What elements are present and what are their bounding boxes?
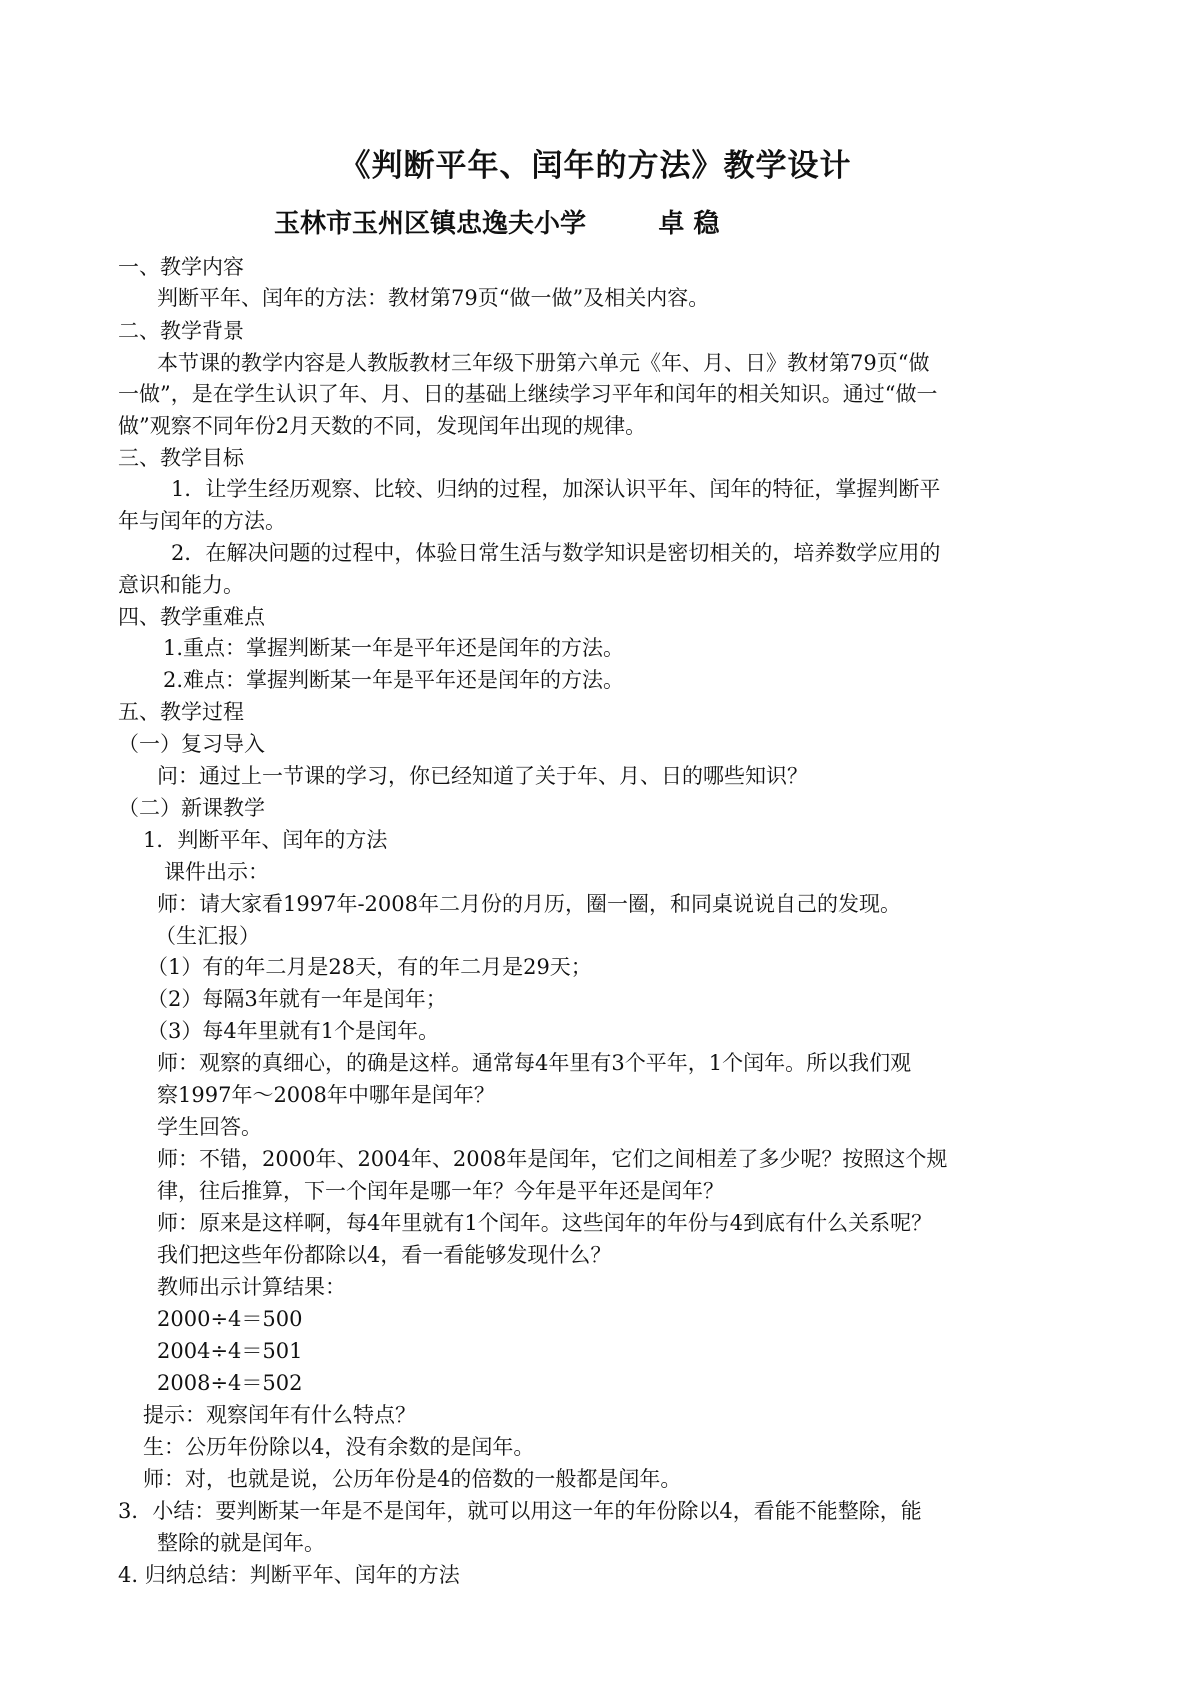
paragraph-line: 学生回答。 <box>157 1115 262 1139</box>
paragraph-line: 察1997年～2008年中哪年是闰年？ <box>157 1083 495 1107</box>
paragraph-line: 4. 归纳总结：判断平年、闰年的方法 <box>118 1563 460 1587</box>
paragraph-line: 2.难点：掌握判断某一年是平年还是闰年的方法。 <box>163 668 625 692</box>
paragraph-line: 我们把这些年份都除以4，看一看能够发现什么？ <box>157 1243 612 1267</box>
paragraph-line: 一做”，是在学生认识了年、月、日的基础上继续学习平年和闰年的相关知识。通过“做一 <box>118 382 938 406</box>
section-heading: 三、教学目标 <box>118 446 244 470</box>
paragraph-line: 课件出示： <box>164 860 269 884</box>
author-line: 玉林市玉州区镇忠逸夫小学 卓 稳 <box>274 209 720 239</box>
section-heading: 四、教学重难点 <box>118 605 265 629</box>
paragraph-line: 本节课的教学内容是人教版教材三年级下册第六单元《年、月、日》教材第79页“做 <box>157 351 930 375</box>
paragraph-line: 生：公历年份除以4，没有余数的是闰年。 <box>143 1435 535 1459</box>
paragraph-line: 提示：观察闰年有什么特点？ <box>143 1403 416 1427</box>
paragraph-line: 年与闰年的方法。 <box>118 509 286 533</box>
paragraph-line: 师：原来是这样啊，每4年里就有1个闰年。这些闰年的年份与4到底有什么关系呢？ <box>157 1211 933 1235</box>
paragraph-line: （1）有的年二月是28天，有的年二月是29天； <box>147 955 592 979</box>
paragraph-line: 判断平年、闰年的方法：教材第79页“做一做”及相关内容。 <box>157 286 710 310</box>
paragraph-line: 师：不错，2000年、2004年、2008年是闰年，它们之间相差了多少呢？按照这个规 <box>157 1147 948 1171</box>
paragraph-line: 1.重点：掌握判断某一年是平年还是闰年的方法。 <box>163 636 625 660</box>
equation-line: 2004÷4＝501 <box>157 1339 303 1363</box>
paragraph-line: 1．判断平年、闰年的方法 <box>143 828 388 852</box>
paragraph-line: （生汇报） <box>155 924 260 948</box>
paragraph-line: 教师出示计算结果： <box>157 1275 346 1299</box>
paragraph-line: 律，往后推算，下一个闰年是哪一年？今年是平年还是闰年？ <box>157 1179 724 1203</box>
document-title: 《判断平年、闰年的方法》教学设计 <box>339 148 852 184</box>
paragraph-line: 3．小结：要判断某一年是不是闰年，就可以用这一年的年份除以4，看能不能整除，能 <box>118 1499 922 1523</box>
subsection-heading: （二）新课教学 <box>118 796 265 820</box>
subsection-heading: （一）复习导入 <box>118 732 265 756</box>
paragraph-line: 做”观察不同年份2月天数的不同，发现闰年出现的规律。 <box>118 414 647 438</box>
paragraph-line: 整除的就是闰年。 <box>157 1531 325 1555</box>
section-heading: 五、教学过程 <box>118 700 244 724</box>
paragraph-line: （3）每4年里就有1个是闰年。 <box>147 1019 440 1043</box>
paragraph-line: 2．在解决问题的过程中，体验日常生活与数学知识是密切相关的，培养数学应用的 <box>171 541 941 565</box>
paragraph-line: 师：对，也就是说，公历年份是4的倍数的一般都是闰年。 <box>143 1467 682 1491</box>
paragraph-line: 1．让学生经历观察、比较、归纳的过程，加深认识平年、闰年的特征，掌握判断平 <box>171 477 941 501</box>
equation-line: 2008÷4＝502 <box>157 1371 303 1395</box>
paragraph-line: 师：观察的真细心，的确是这样。通常每4年里有3个平年，1个闰年。所以我们观 <box>157 1051 912 1075</box>
section-heading: 二、教学背景 <box>118 319 244 343</box>
section-heading: 一、教学内容 <box>118 255 244 279</box>
paragraph-line: （2）每隔3年就有一年是闰年； <box>147 987 447 1011</box>
paragraph-line: 问：通过上一节课的学习，你已经知道了关于年、月、日的哪些知识？ <box>157 764 808 788</box>
paragraph-line: 意识和能力。 <box>118 573 244 597</box>
equation-line: 2000÷4＝500 <box>157 1307 303 1331</box>
paragraph-line: 师：请大家看1997年-2008年二月份的月历，圈一圈，和同桌说说自己的发现。 <box>157 892 901 916</box>
